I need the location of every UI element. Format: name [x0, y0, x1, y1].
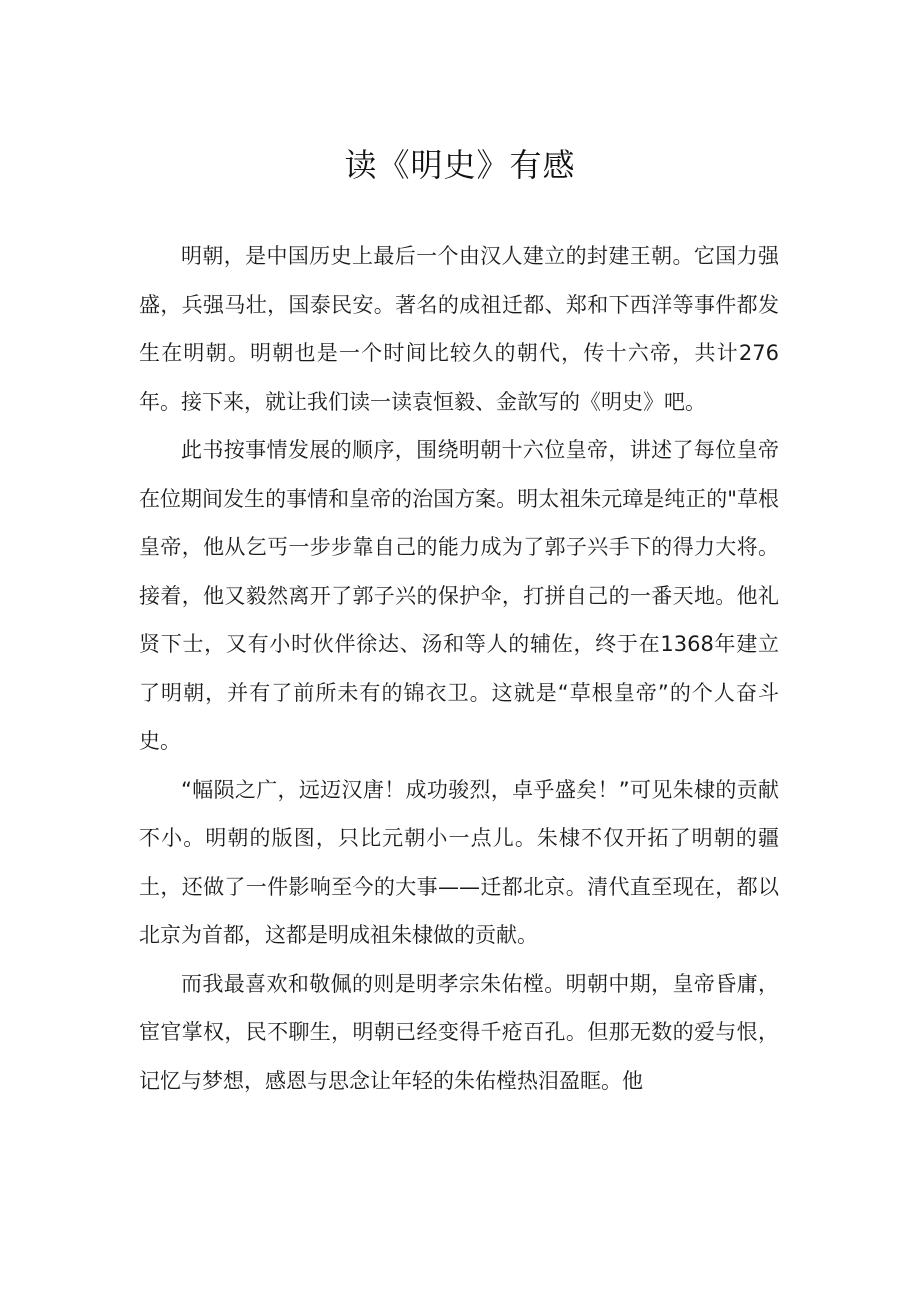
paragraph-3: “幅陨之广，远迈汉唐！成功骏烈，卓乎盛矣！”可见朱棣的贡献不小。明朝的版图，只比元朝小一点儿。朱棣不仅开拓了明朝的疆土，还做了一件影响至今的大事——迁都北京。清代直至现在，都以北京为首都，这都是明成祖朱棣做的贡献。	[139, 777, 779, 947]
paragraph-1: 明朝，是中国历史上最后一个由汉人建立的封建王朝。它国力强盛，兵强马壮，国泰民安。著名的成祖迁都、郑和下西洋等事件都发生在明朝。明朝也是一个时间比较久的朝代，传十六帝，共计276年。接下来，就让我们读一读袁恒毅、金歆写的《明史》吧。	[139, 244, 779, 414]
paragraph-4: 而我最喜欢和敬佩的则是明孝宗朱佑樘。明朝中期，皇帝昏庸，宦官掌权，民不聊生，明朝已经变得千疮百孔。但那无数的爱与恨，记忆与梦想，感恩与思念让年轻的朱佑樘热泪盈眶。他	[139, 971, 779, 1093]
document-title: 读《明史》有感	[344, 146, 576, 184]
paragraph-2: 此书按事情发展的顺序，围绕明朝十六位皇帝，讲述了每位皇帝在位期间发生的事情和皇帝的治国方案。明太祖朱元璋是纯正的"草根皇帝，他从乞丐一步步靠自己的能力成为了郭子兴手下的得力大将。接着，他又毅然离开了郭子兴的保护伞，打拼自己的一番天地。他礼贤下士，又有小时伙伴徐达、汤和等人的辅佐，终于在1368年建立了明朝，并有了前所未有的锦衣卫。这就是“草根皇帝”的个人奋斗史。	[139, 438, 779, 753]
document-body	[139, 232, 779, 1105]
